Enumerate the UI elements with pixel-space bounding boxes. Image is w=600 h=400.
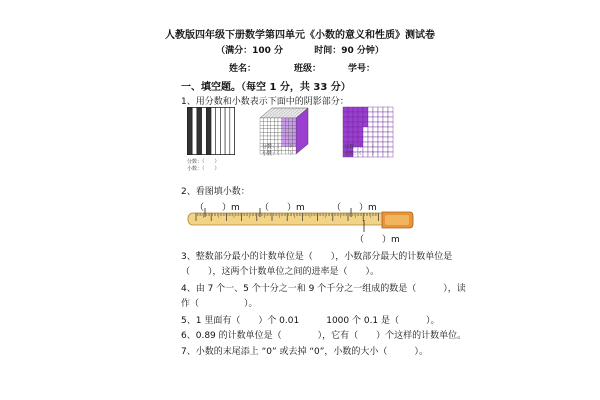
cube-cell [278,118,282,122]
grid-cell [373,117,378,122]
question-7: 7、小数的末尾添上 “0” 或去掉 “0”，小数的大小（ ）。 [181,347,428,357]
fig2-fraction: 分数：（ ） [262,144,295,150]
cube-cell [271,118,275,122]
grid-cell [348,117,353,122]
grid-cell [348,127,353,132]
cube-cell [274,125,278,129]
grid-cell [358,107,363,112]
cube-cell [271,136,275,140]
strip-cell [211,108,216,155]
cube-cell [278,136,282,140]
cube-cell [292,118,296,122]
grid-cell [383,132,388,137]
cube-cell [264,136,268,140]
grid-cell [358,122,363,127]
cube-cell [271,122,275,126]
strip-figure [187,107,235,155]
strip-cell [220,108,225,155]
grid-cell [358,137,363,142]
grid-cell [383,147,388,152]
grid-cell [353,132,358,137]
cube-cell [267,132,271,136]
grid-cell [363,132,368,137]
grid-cell [383,107,388,112]
fig2-decimal: 小数：（ ） [262,151,295,157]
grid-cell [368,137,373,142]
question-3-line-1: 3、整数部分最小的计数单位是（ ），小数部分最大的计数单位是 [181,252,453,262]
grid-cell [358,127,363,132]
grid-cell [383,127,388,132]
cube-cell [278,125,282,129]
grid-cell [378,117,383,122]
grid-cell [363,107,368,112]
strip-cell [202,108,207,155]
fig1-fraction: 分数：（ ） [187,159,220,165]
grid-cell [358,132,363,137]
cube-cell [260,132,264,136]
cube-cell [264,122,268,126]
fig1-decimal: 小数：（ ） [187,166,220,172]
ruler-blank-2: （ ）m [260,203,305,213]
cube-cell [292,129,296,133]
question-6: 6、0.89 的计数单位是（ ），它有（ ）个这样的计数单位。 [181,331,467,341]
question-5: 5、1 里面有（ ）个 0.01 1000 个 0.1 是（ ）。 [181,316,440,326]
grid-cell [383,142,388,147]
grid-cell [353,107,358,112]
page-title: 人教版四年级下册数学第四单元《小数的意义和性质》测试卷 [165,30,435,41]
grid-cell [368,112,373,117]
grid-cell [373,122,378,127]
cube-cell [267,140,271,144]
cube-cell [285,129,289,133]
cube-cell [274,136,278,140]
question-3-line-2: （ ），这两个计数单位之间的进率是（ ）。 [181,267,380,277]
cube-cell [278,122,282,126]
grid-cell [378,122,383,127]
question-1: 1、用分数和小数表示下面中的阴影部分： [181,97,349,107]
grid-cell [353,127,358,132]
cube-cell [278,140,282,144]
cube-cell [282,122,286,126]
cube-cell [285,140,289,144]
ruler-blank-3: （ ）m [332,203,377,213]
cube-cell [285,125,289,129]
grid-cell [378,152,383,157]
grid-cell [368,127,373,132]
cube-cell [264,129,268,133]
grid-cell [388,147,393,152]
cube-cell [285,122,289,126]
cube-cell [274,140,278,144]
score-time-line [0,43,600,56]
grid-cell [373,137,378,142]
grid-cell [343,112,348,117]
strip-cell [188,108,193,155]
cube-cell [282,129,286,133]
strip-cell [230,108,235,155]
grid-cell [358,117,363,122]
grid-cell [368,122,373,127]
cube-cell [282,132,286,136]
fig3-fraction: 分数：（ ） [344,144,377,150]
cube-cell [260,140,264,144]
exam-time: 时间：90 分钟） [314,46,384,56]
grid-cell [388,152,393,157]
grid-cell [353,112,358,117]
grid-cell [363,122,368,127]
name-label: 姓名： [229,64,257,74]
grid-cell [388,112,393,117]
cube-cell [289,136,293,140]
grid-cell [388,142,393,147]
cube-cell [260,118,264,122]
grid-cell [388,127,393,132]
cube-cell [292,122,296,126]
grid-cell [358,112,363,117]
grid-cell [378,132,383,137]
cube-cell [264,132,268,136]
grid-cell [383,122,388,127]
grid-cell [353,137,358,142]
cube-cell [289,118,293,122]
grid-cell [378,142,383,147]
grid-cell [343,122,348,127]
grid-cell [348,112,353,117]
grid-cell [343,107,348,112]
grid-cell [383,112,388,117]
cube-cell [271,125,275,129]
cube-cell [292,140,296,144]
grid-cell [388,132,393,137]
grid-cell [368,132,373,137]
ruler-blank-1: （ ）m [195,203,240,213]
cube-cell [267,136,271,140]
full-score: （满分：100 分 [216,46,284,56]
cube-cell [285,118,289,122]
grid-cell [373,132,378,137]
grid-cell [373,112,378,117]
grid-cell [388,122,393,127]
cube-cell [267,118,271,122]
grid-cell [363,127,368,132]
question-4-line-2: 作（ ）。 [181,299,258,309]
grid-cell [348,137,353,142]
cube-cell [278,132,282,136]
tape-measure [186,208,414,232]
cube-cell [260,122,264,126]
ruler-blank-4: （ ）m [355,235,400,245]
cube-cell [274,122,278,126]
grid-cell [383,152,388,157]
grid-cell [348,122,353,127]
cube-cell [289,122,293,126]
cube-cell [282,118,286,122]
class-label: 班级： [294,64,322,74]
cube-cell [260,136,264,140]
grid-cell [383,117,388,122]
grid-cell [353,117,358,122]
grid-cell [373,127,378,132]
student-number-label: 学号： [348,64,376,74]
grid-cell [363,112,368,117]
cube-cell [274,129,278,133]
cube-cell [289,129,293,133]
grid-cell [348,107,353,112]
cube-cell [282,125,286,129]
grid-cell [368,117,373,122]
grid-cell [388,107,393,112]
cube-cell [271,140,275,144]
strip-cell [206,108,211,155]
cube-cell [289,140,293,144]
cube-cell [267,122,271,126]
cube-cell [267,125,271,129]
grid-cell [363,137,368,142]
cube-cell [264,118,268,122]
cube-cell [271,132,275,136]
cube-cell [260,125,264,129]
grid-cell [378,107,383,112]
cube-cell [264,140,268,144]
strip-cell [216,108,221,155]
grid-cell [343,127,348,132]
cube-cell [260,129,264,133]
grid-cell [343,132,348,137]
grid-cell [378,112,383,117]
strip-cell [192,108,197,155]
section-heading: 一、填空题。（每空 1 分，共 33 分） [181,82,351,93]
cube-cell [274,132,278,136]
question-2: 2、看图填小数： [181,187,250,197]
question-4-line-1: 4、由 7 个一、5 个十分之一和 9 个千分之一组成的数是（ ），读 [181,284,466,294]
grid-cell [353,122,358,127]
cube-cell [285,132,289,136]
cube-cell [292,125,296,129]
grid-cell [388,117,393,122]
grid-cell [343,137,348,142]
strip-cell [225,108,230,155]
strip-cell [197,108,202,155]
grid-cell [348,132,353,137]
cube-cell [282,140,286,144]
cube-cell [267,129,271,133]
grid-cell [373,107,378,112]
cube-cell [289,132,293,136]
cube-cell [289,125,293,129]
grid-cell [388,137,393,142]
grid-cell [368,107,373,112]
grid-cell [343,117,348,122]
grid-cell [378,137,383,142]
cube-cell [271,129,275,133]
cube-cell [264,125,268,129]
fig3-decimal: 小数：（ ） [344,151,377,157]
grid-cell [378,147,383,152]
cube-cell [292,132,296,136]
grid-cell [363,117,368,122]
cube-cell [278,129,282,133]
cube-cell [285,136,289,140]
cube-cell [274,118,278,122]
grid-cell [378,127,383,132]
grid-cell [383,137,388,142]
cube-cell [292,136,296,140]
cube-cell [282,136,286,140]
